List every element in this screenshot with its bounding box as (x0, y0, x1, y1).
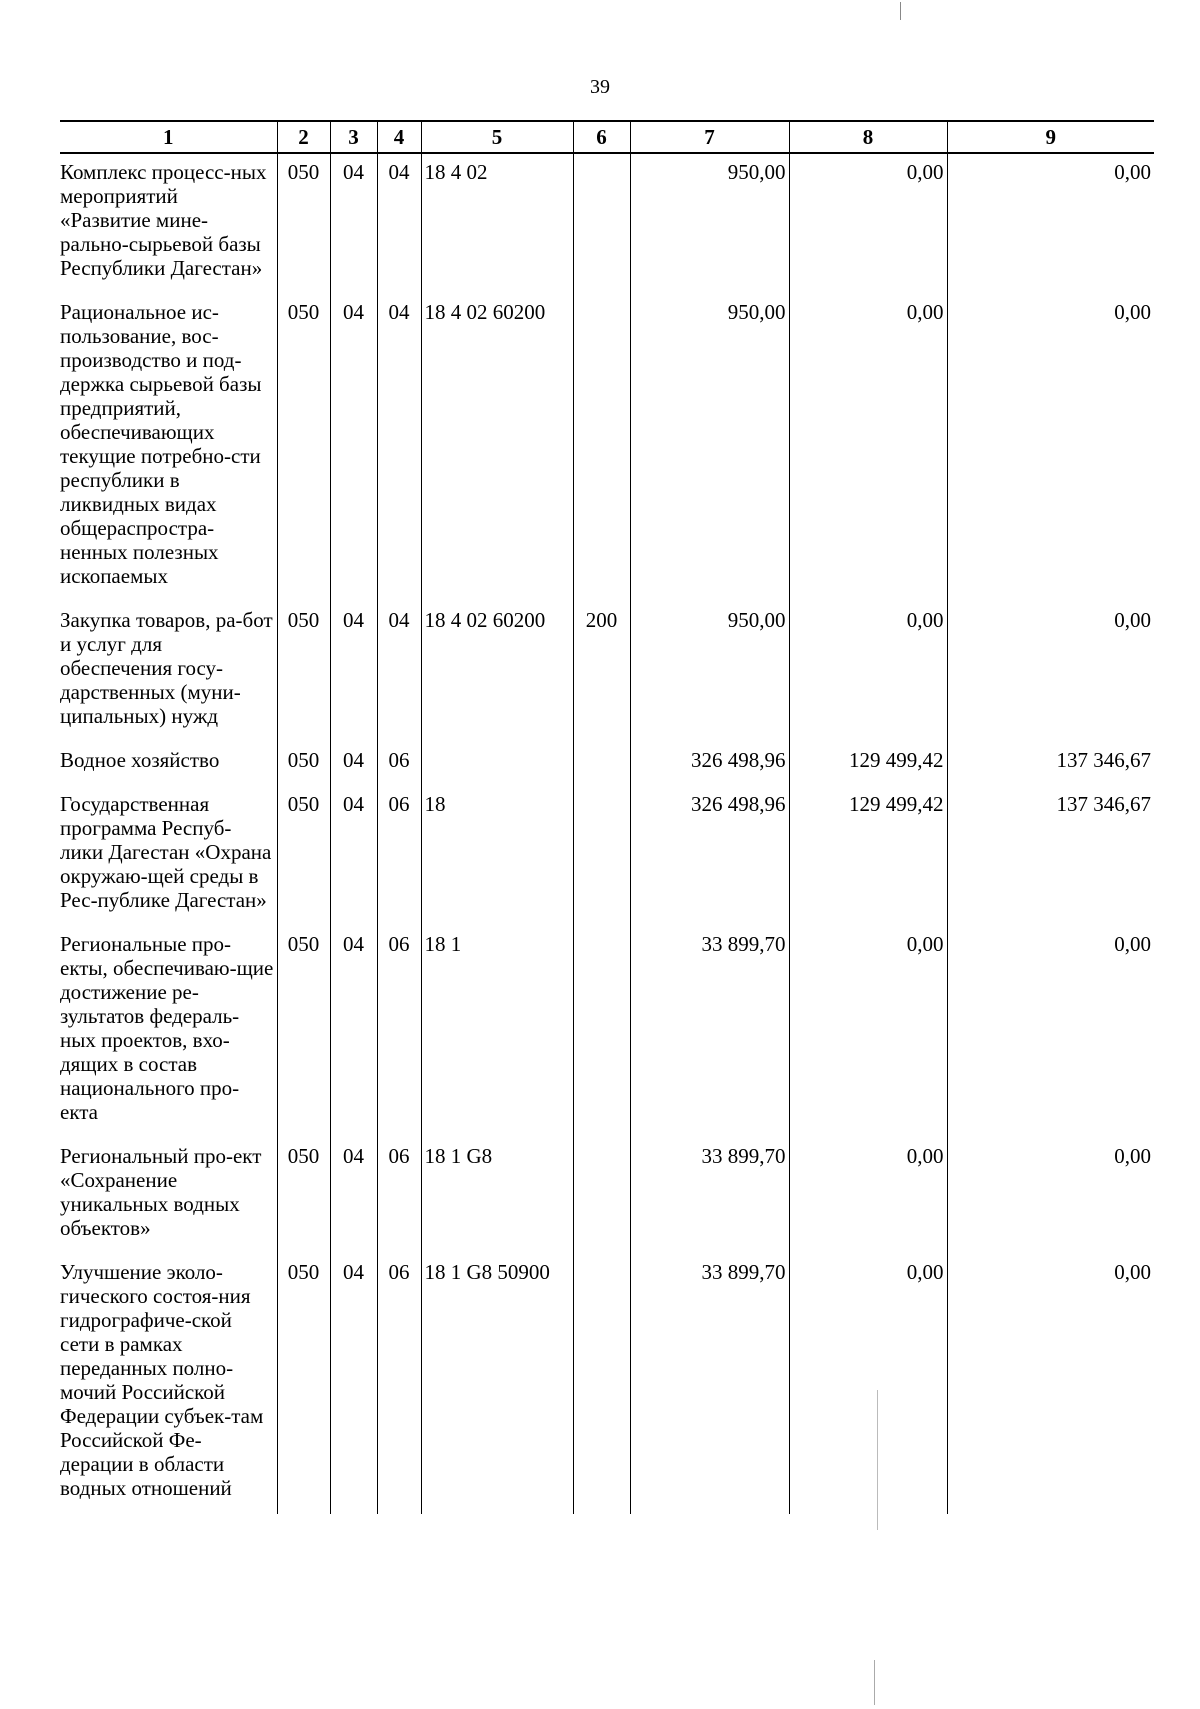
row-col-8: 129 499,42 (789, 742, 947, 786)
row-col-5: 18 1 (421, 926, 573, 1138)
row-col-8: 0,00 (789, 602, 947, 742)
row-col-6 (573, 742, 630, 786)
row-col-9: 137 346,67 (947, 786, 1154, 926)
row-col-8: 0,00 (789, 1138, 947, 1254)
table-row (60, 602, 1154, 742)
row-col-7: 950,00 (630, 294, 789, 602)
row-col-7: 950,00 (630, 153, 789, 294)
row-col-2: 050 (277, 1254, 330, 1514)
row-col-8: 0,00 (789, 926, 947, 1138)
row-col-4: 06 (377, 926, 421, 1138)
header-col-1: 1 (60, 121, 277, 153)
row-col-3: 04 (330, 1138, 377, 1254)
row-col-6 (573, 294, 630, 602)
table-row (60, 1254, 1154, 1514)
row-col-2: 050 (277, 926, 330, 1138)
page-number: 39 (590, 76, 610, 98)
row-name: Комплекс процесс-ных мероприятий «Развитие мине-рально-сырьевой базы Республики Дагестан» (60, 153, 277, 294)
row-col-2: 050 (277, 153, 330, 294)
scan-artifact-line (900, 2, 901, 20)
table-row (60, 742, 1154, 786)
row-col-7: 33 899,70 (630, 926, 789, 1138)
header-row (60, 121, 1154, 153)
row-name: Закупка товаров, ра-бот и услуг для обеспечения госу-дарственных (муни-ципальных) нужд (60, 602, 277, 742)
row-col-8: 0,00 (789, 294, 947, 602)
row-col-6 (573, 926, 630, 1138)
row-col-2: 050 (277, 294, 330, 602)
row-name: Государственная программа Респуб-лики Дагестан «Охрана окружаю-щей среды в Рес-публике Дагестан» (60, 786, 277, 926)
row-col-4: 06 (377, 786, 421, 926)
table-row (60, 786, 1154, 926)
header-col-5: 5 (421, 121, 573, 153)
header-col-9: 9 (947, 121, 1154, 153)
row-col-7: 33 899,70 (630, 1138, 789, 1254)
row-col-5: 18 1 G8 50900 (421, 1254, 573, 1514)
row-col-9: 137 346,67 (947, 742, 1154, 786)
row-col-4: 06 (377, 742, 421, 786)
row-name: Региональный про-ект «Сохранение уникальных водных объектов» (60, 1138, 277, 1254)
row-col-2: 050 (277, 742, 330, 786)
row-col-6 (573, 153, 630, 294)
row-col-7: 326 498,96 (630, 786, 789, 926)
header-col-7: 7 (630, 121, 789, 153)
header-col-2: 2 (277, 121, 330, 153)
row-name: Рациональное ис-пользование, вос-производство и под-держка сырьевой базы предприятий, обеспечивающих текущие потребно-сти республики в ликвидных видах общераспростра-ненных полезных ископаемых (60, 294, 277, 602)
row-col-4: 04 (377, 602, 421, 742)
row-col-8: 0,00 (789, 153, 947, 294)
table-row (60, 153, 1154, 294)
row-col-6 (573, 1254, 630, 1514)
table-row (60, 926, 1154, 1138)
header-col-4: 4 (377, 121, 421, 153)
row-col-9: 0,00 (947, 294, 1154, 602)
row-col-5: 18 1 G8 (421, 1138, 573, 1254)
row-col-9: 0,00 (947, 602, 1154, 742)
row-col-9: 0,00 (947, 1138, 1154, 1254)
row-col-3: 04 (330, 742, 377, 786)
row-col-5 (421, 742, 573, 786)
row-col-2: 050 (277, 786, 330, 926)
table-row (60, 1138, 1154, 1254)
row-col-2: 050 (277, 602, 330, 742)
row-col-3: 04 (330, 926, 377, 1138)
budget-table (60, 120, 1154, 1514)
row-name: Региональные про-екты, обеспечиваю-щие достижение ре-зультатов федераль-ных проектов, вхо-дящих в состав национального про-екта (60, 926, 277, 1138)
table-row (60, 294, 1154, 602)
row-col-7: 33 899,70 (630, 1254, 789, 1514)
row-col-6 (573, 786, 630, 926)
row-col-8: 129 499,42 (789, 786, 947, 926)
row-col-5: 18 4 02 60200 (421, 294, 573, 602)
row-col-3: 04 (330, 153, 377, 294)
row-col-6: 200 (573, 602, 630, 742)
row-col-7: 326 498,96 (630, 742, 789, 786)
row-name: Улучшение эколо-гического состоя-ния гидрографиче-ской сети в рамках переданных полно-мочий Российской Федерации субъек-там Российской Фе-дерации в области водных отношений (60, 1254, 277, 1514)
row-col-5: 18 4 02 60200 (421, 602, 573, 742)
row-col-4: 06 (377, 1254, 421, 1514)
header-col-8: 8 (789, 121, 947, 153)
row-col-2: 050 (277, 1138, 330, 1254)
row-name: Водное хозяйство (60, 742, 277, 786)
row-col-4: 06 (377, 1138, 421, 1254)
row-col-4: 04 (377, 294, 421, 602)
scan-artifact-line (877, 1390, 878, 1530)
row-col-5: 18 (421, 786, 573, 926)
row-col-4: 04 (377, 153, 421, 294)
row-col-8: 0,00 (789, 1254, 947, 1514)
row-col-7: 950,00 (630, 602, 789, 742)
header-col-3: 3 (330, 121, 377, 153)
row-col-5: 18 4 02 (421, 153, 573, 294)
table-header (60, 121, 1154, 153)
row-col-3: 04 (330, 294, 377, 602)
row-col-6 (573, 1138, 630, 1254)
row-col-3: 04 (330, 1254, 377, 1514)
table-body (60, 153, 1154, 1514)
header-col-6: 6 (573, 121, 630, 153)
row-col-9: 0,00 (947, 1254, 1154, 1514)
row-col-3: 04 (330, 786, 377, 926)
row-col-9: 0,00 (947, 153, 1154, 294)
scan-artifact-line (874, 1660, 875, 1705)
row-col-9: 0,00 (947, 926, 1154, 1138)
row-col-3: 04 (330, 602, 377, 742)
